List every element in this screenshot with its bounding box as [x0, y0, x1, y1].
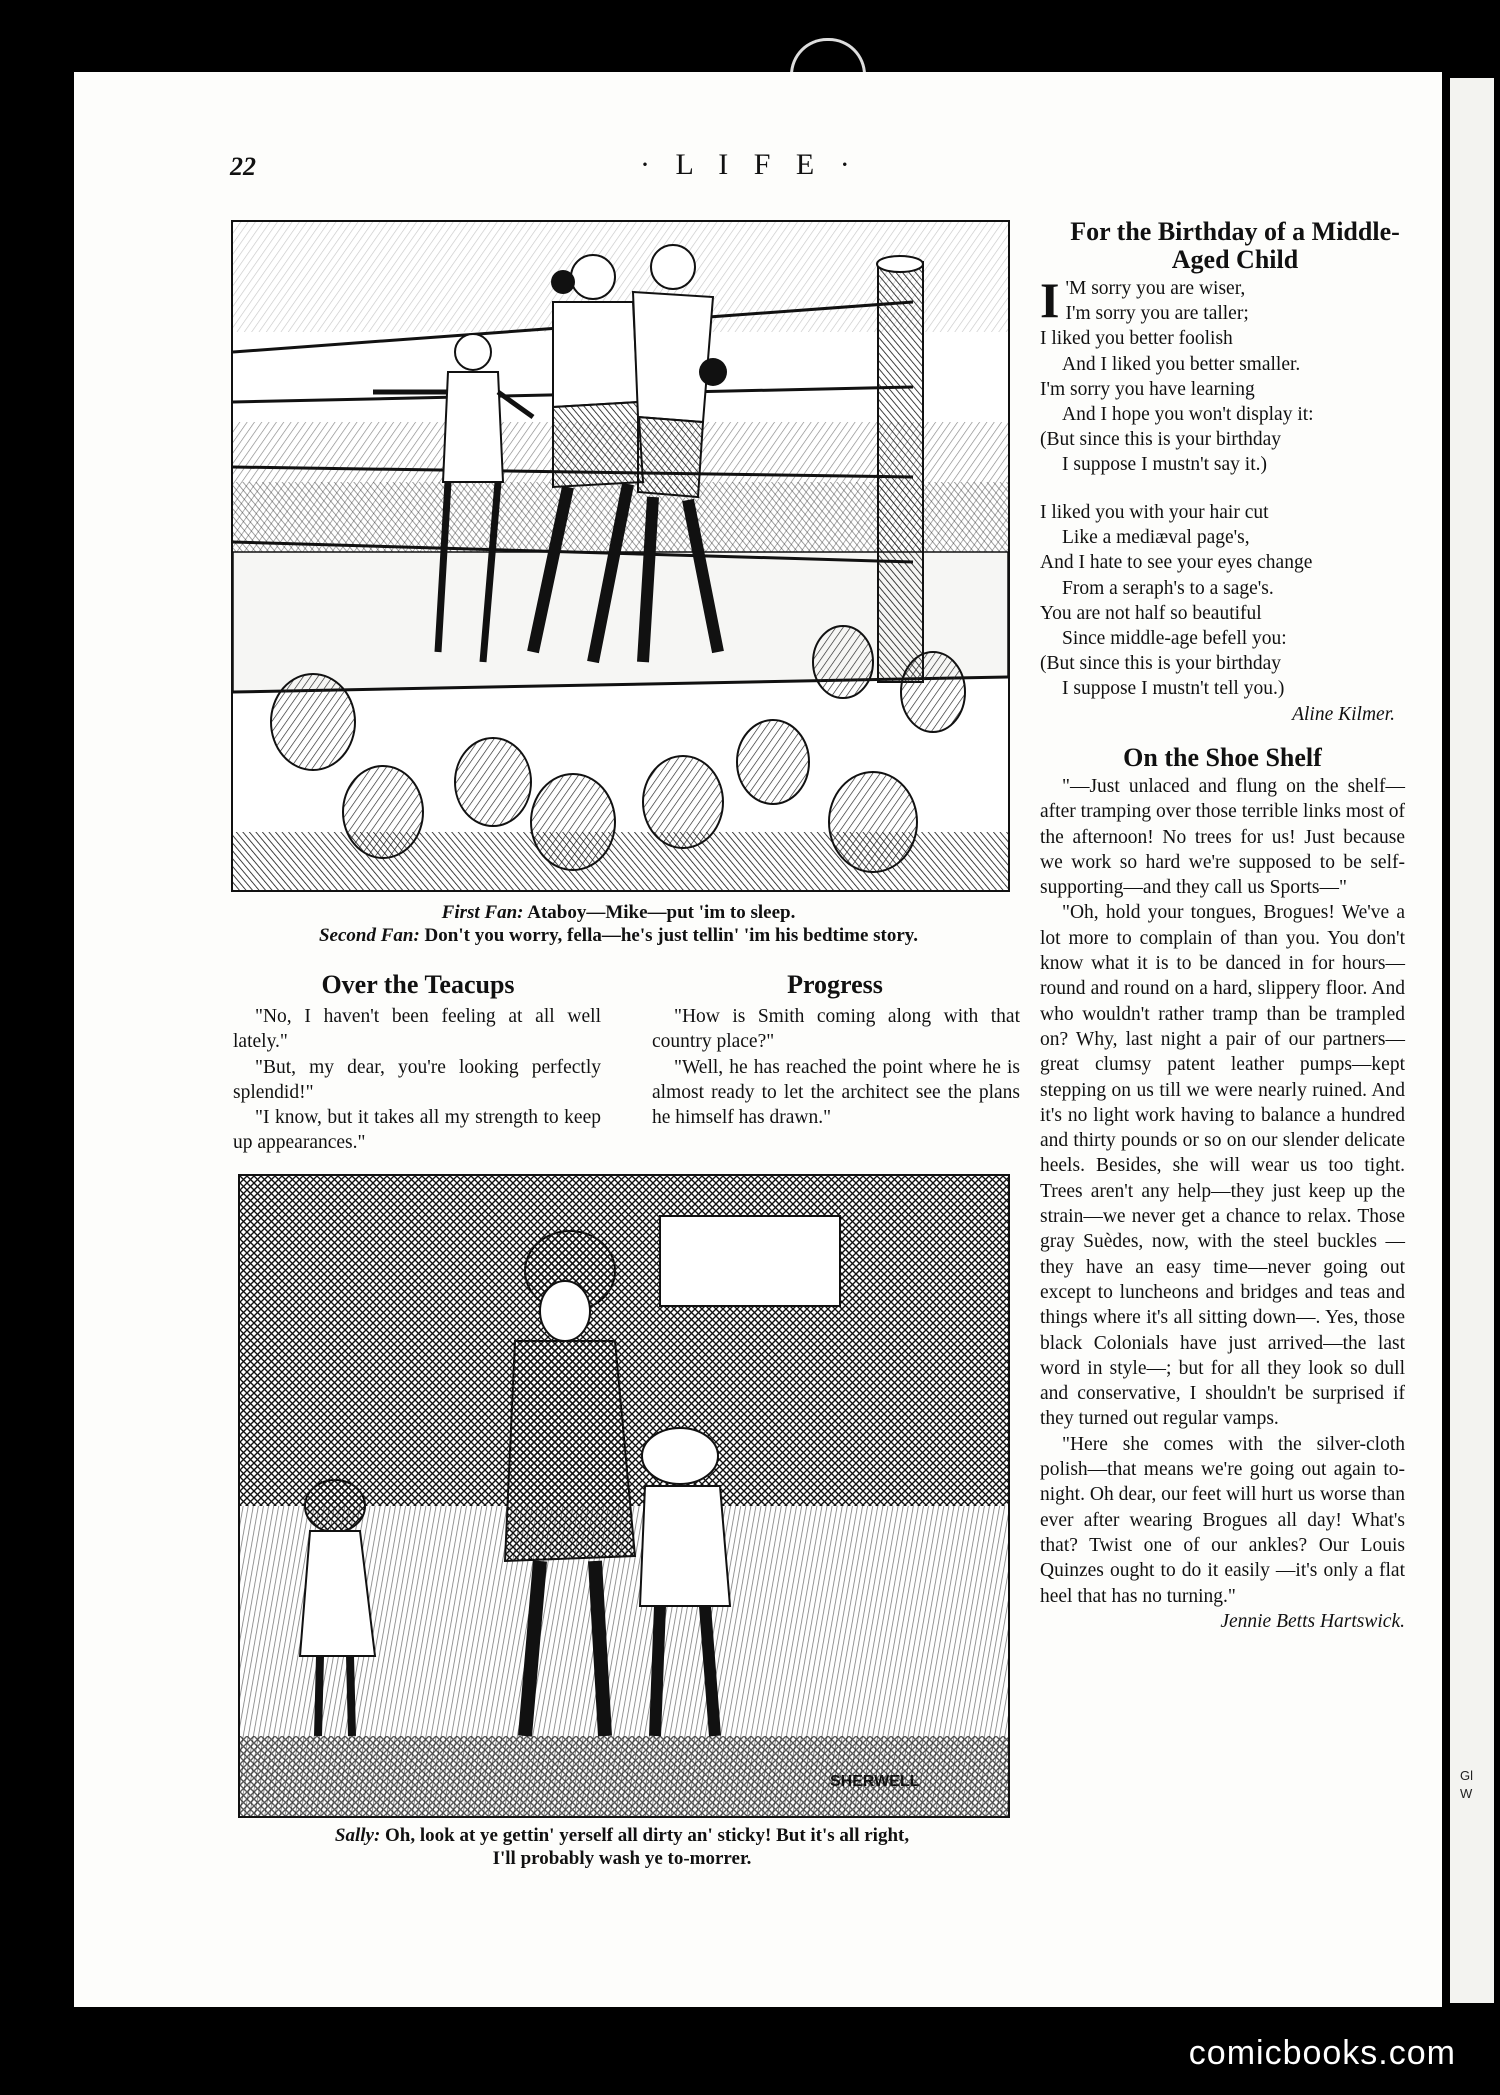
paragraph: "How is Smith coming along with that country place?" [652, 1006, 1020, 1053]
caption-text: Ataboy—Mike—put 'im to sleep. [527, 902, 796, 923]
poem-line: And I hate to see your eyes change [1040, 552, 1313, 574]
poem-line: Like a mediæval page's, [1062, 527, 1250, 549]
poem-line: (But since this is your birthday [1040, 429, 1282, 451]
poem-line: I suppose I mustn't say it.) [1062, 454, 1267, 476]
paragraph: "Well, he has reached the point where he is almost ready to let the architect see the plans he himself has drawn." [652, 1056, 1020, 1129]
drop-cap: I [1040, 272, 1060, 328]
poem-line: And I hope you won't display it: [1062, 404, 1314, 426]
shoe-shelf-author: Jennie Betts Hartswick. [1220, 1610, 1405, 1632]
caption-speaker: Sally: [334, 1825, 381, 1846]
poem-author: Aline Kilmer. [1292, 703, 1395, 725]
street-cartoon-caption [238, 1824, 1006, 1870]
paragraph: "I know, but it takes all my strength to keep up appearances." [233, 1107, 601, 1154]
poem-title [1035, 218, 1435, 274]
progress-title: Progress [787, 970, 883, 999]
poem-line: (But since this is your birthday [1040, 653, 1282, 675]
adjacent-page-text: Gl [1460, 1768, 1473, 1783]
paragraph: "Oh, hold your tongues, Brogues! We've a lot more to complain of than you. You don't know what it is to be danced in for hours—round and round on a hard, slippery floor. And who wouldn't rather tramp than be trampled on? Why, last night a pair of our partners—great clumsy patent leather pumps—kept stepping on us till we were nearly ruined. And it's no light work having to balance a hundred and thirty pounds or so on our slender delicate heels. Besides, she will wear us too tight. Trees aren't any help—they just keep up the strain—we never get a chance to relax. Those gray Suèdes, now, with the steel buckles —they have an easy time—never going out except to luncheons and bridges and teas and things where it's all sitting down—. Yes, those black Colonials have just arrived—the last word in style—; but for all they look so dull and conservative, I shouldn't be surprised if they turned out regular vamps. [1040, 902, 1405, 1430]
poem-line: I'm sorry you have learning [1040, 378, 1255, 400]
caption-speaker: Second Fan: [318, 925, 420, 946]
paragraph: "No, I haven't been feeling at all well lately." [233, 1006, 601, 1053]
poem-line: I liked you with your hair cut [1040, 502, 1269, 523]
poem-line: And I liked you better smaller. [1062, 353, 1301, 375]
caption-text: Don't you worry, fella—he's just tellin' 'im his bedtime story. [424, 925, 919, 946]
poem-line: 'M sorry you are wiser, [1065, 278, 1246, 299]
poem-line: I'm sorry you are taller; [1065, 303, 1249, 325]
poem-title-line: Aged Child [1171, 245, 1299, 274]
caption-text: I'll probably wash ye to-morrer. [492, 1848, 752, 1869]
poem-title-line: For the Birthday of a Middle- [1070, 217, 1400, 246]
boxing-cartoon-caption [231, 901, 1006, 947]
caption-speaker: First Fan: [441, 902, 524, 923]
poem-line: Since middle-age befell you: [1062, 628, 1287, 650]
caption-text: Oh, look at ye gettin' yerself all dirty an' sticky! But it's all right, [385, 1825, 910, 1846]
poem-line: I suppose I mustn't tell you.) [1062, 678, 1285, 700]
teacups-title: Over the Teacups [321, 970, 515, 999]
shoe-shelf-text [1040, 774, 1405, 1634]
adjacent-page-edge [1450, 78, 1494, 2003]
poem-line: From a seraph's to a sage's. [1062, 577, 1274, 599]
paragraph: "—Just unlaced and flung on the shelf—after tramping over those terrible links most of the afternoon! No trees for us! Just because we work so hard we're supposed to be self-supporting—and they call us Sports—" [1040, 776, 1405, 899]
boxing-cartoon-illustration [231, 220, 1010, 892]
adjacent-page-text: W [1460, 1786, 1473, 1801]
street-cartoon-illustration [238, 1174, 1010, 1818]
page-number: 22 [230, 152, 256, 181]
artist-signature: SHERWELL [830, 1773, 920, 1790]
paragraph: "But, my dear, you're looking perfectly splendid!" [233, 1056, 601, 1103]
progress-text [652, 1004, 1020, 1130]
site-watermark: comicbooks.com [1188, 2034, 1456, 2072]
hanging-loop [790, 38, 866, 75]
shoe-shelf-title: On the Shoe Shelf [1123, 743, 1322, 772]
poem-stanza-1 [1040, 272, 1420, 478]
running-head: · L I F E · [640, 148, 859, 181]
poem-line: I liked you better foolish [1040, 328, 1233, 350]
teacups-text [233, 1004, 601, 1156]
paragraph: "Here she comes with the silver-cloth polish—that means we're going out again to-night. Oh dear, our feet will hurt us worse than ever after wearing Brogues all day! What's that? Twist one of our ankles? Our Louis Quinzes ought to do it easily —it's only a flat heel that has no turning." [1040, 1433, 1405, 1607]
poem-line: You are not half so beautiful [1040, 602, 1262, 624]
poem-stanza-2 [1040, 500, 1395, 727]
